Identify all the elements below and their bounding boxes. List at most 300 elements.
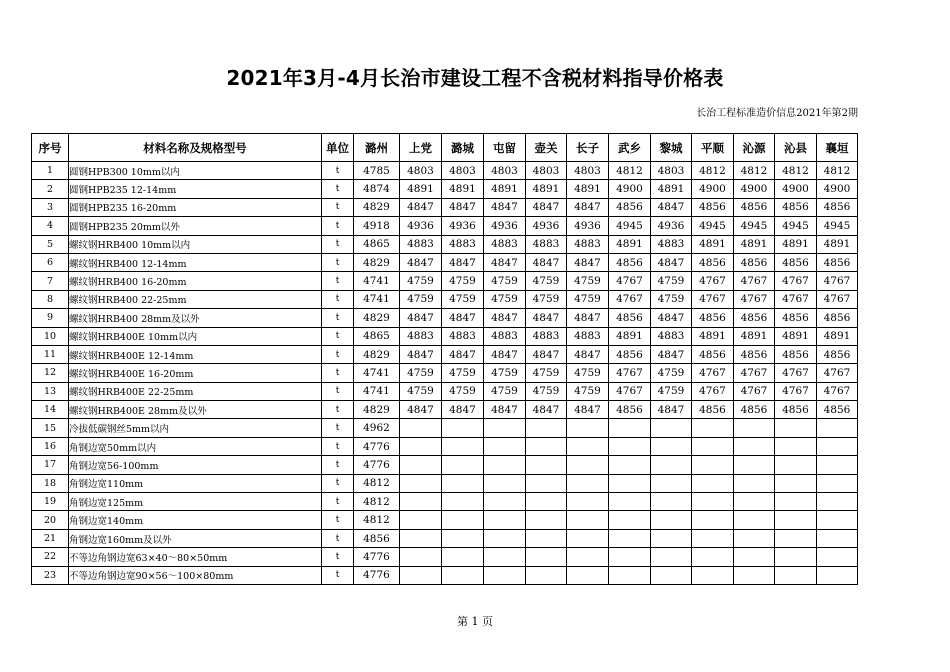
price-cell: 4856 xyxy=(775,401,817,419)
price-cell: 4767 xyxy=(817,364,858,382)
price-cell: 4812 xyxy=(354,511,400,529)
table-row xyxy=(32,529,858,547)
price-cell: 4856 xyxy=(692,309,734,327)
price-cell: 4962 xyxy=(354,419,400,437)
price-cell: 4847 xyxy=(400,309,442,327)
material-name: 螺纹钢HRB400 28mm及以外 xyxy=(69,309,322,327)
price-cell xyxy=(400,529,442,547)
price-cell xyxy=(400,548,442,566)
price-cell: 4812 xyxy=(609,162,651,180)
price-cell: 4776 xyxy=(354,548,400,566)
material-name: 圆钢HPB300 10mm以内 xyxy=(69,162,322,180)
column-header: 黎城 xyxy=(651,134,692,162)
table-row xyxy=(32,474,858,492)
price-cell xyxy=(651,566,692,584)
price-cell xyxy=(817,548,858,566)
unit-cell: t xyxy=(322,309,354,327)
price-cell xyxy=(817,566,858,584)
price-cell: 4812 xyxy=(354,474,400,492)
price-cell: 4883 xyxy=(526,235,567,253)
price-cell xyxy=(734,529,775,547)
price-cell xyxy=(651,493,692,511)
price-cell: 4856 xyxy=(734,253,775,271)
price-cell xyxy=(734,456,775,474)
price-cell: 4785 xyxy=(354,162,400,180)
price-cell: 4847 xyxy=(400,253,442,271)
price-cell xyxy=(775,548,817,566)
material-name: 圆钢HPB235 20mm以外 xyxy=(69,217,322,235)
price-cell: 4891 xyxy=(484,180,526,198)
price-cell: 4936 xyxy=(651,217,692,235)
price-cell: 4759 xyxy=(526,382,567,400)
price-cell: 4891 xyxy=(692,235,734,253)
unit-cell: t xyxy=(322,566,354,584)
price-cell xyxy=(817,474,858,492)
table-body xyxy=(32,162,858,585)
price-cell xyxy=(567,456,609,474)
row-number: 21 xyxy=(32,529,69,547)
price-cell: 4856 xyxy=(775,345,817,363)
table-row xyxy=(32,253,858,271)
price-cell xyxy=(775,437,817,455)
row-number: 12 xyxy=(32,364,69,382)
material-name: 螺纹钢HRB400 10mm以内 xyxy=(69,235,322,253)
unit-cell: t xyxy=(322,345,354,363)
price-cell xyxy=(567,437,609,455)
column-header: 长子 xyxy=(567,134,609,162)
column-header: 序号 xyxy=(32,134,69,162)
issue-subtitle: 长治工程标准造价信息2021年第2期 xyxy=(696,108,858,119)
row-number: 7 xyxy=(32,272,69,290)
price-cell: 4891 xyxy=(442,180,484,198)
material-name: 螺纹钢HRB400 22-25mm xyxy=(69,290,322,308)
table-row xyxy=(32,382,858,400)
price-cell: 4883 xyxy=(442,327,484,345)
price-cell: 4847 xyxy=(442,309,484,327)
unit-cell: t xyxy=(322,290,354,308)
price-cell xyxy=(484,566,526,584)
price-cell xyxy=(526,548,567,566)
unit-cell: t xyxy=(322,272,354,290)
price-cell xyxy=(609,437,651,455)
price-cell xyxy=(692,511,734,529)
unit-cell: t xyxy=(322,364,354,382)
price-cell xyxy=(484,511,526,529)
price-cell: 4900 xyxy=(692,180,734,198)
price-cell: 4847 xyxy=(651,345,692,363)
price-cell: 4767 xyxy=(817,272,858,290)
price-cell: 4767 xyxy=(692,290,734,308)
price-cell xyxy=(651,437,692,455)
price-cell xyxy=(651,456,692,474)
price-cell xyxy=(734,548,775,566)
price-cell: 4847 xyxy=(442,198,484,216)
price-cell xyxy=(526,493,567,511)
material-name: 圆钢HPB235 16-20mm xyxy=(69,198,322,216)
price-cell: 4856 xyxy=(692,345,734,363)
price-cell: 4918 xyxy=(354,217,400,235)
price-cell: 4803 xyxy=(400,162,442,180)
unit-cell: t xyxy=(322,327,354,345)
material-name: 角钢边宽125mm xyxy=(69,493,322,511)
price-cell: 4891 xyxy=(817,327,858,345)
row-number: 4 xyxy=(32,217,69,235)
price-cell xyxy=(692,529,734,547)
price-cell xyxy=(484,548,526,566)
price-cell: 4883 xyxy=(567,235,609,253)
price-cell: 4936 xyxy=(567,217,609,235)
price-cell: 4856 xyxy=(734,401,775,419)
price-cell xyxy=(400,511,442,529)
column-header: 潞城 xyxy=(442,134,484,162)
price-cell: 4856 xyxy=(609,401,651,419)
price-cell: 4759 xyxy=(567,382,609,400)
price-cell: 4856 xyxy=(734,309,775,327)
price-cell xyxy=(526,437,567,455)
unit-cell: t xyxy=(322,162,354,180)
price-cell: 4847 xyxy=(567,401,609,419)
price-cell: 4856 xyxy=(775,253,817,271)
price-cell xyxy=(609,548,651,566)
price-cell: 4847 xyxy=(526,309,567,327)
table-row xyxy=(32,235,858,253)
price-cell: 4812 xyxy=(734,162,775,180)
price-cell: 4759 xyxy=(526,364,567,382)
price-cell: 4847 xyxy=(400,198,442,216)
price-cell xyxy=(692,437,734,455)
unit-cell: t xyxy=(322,198,354,216)
table-row xyxy=(32,345,858,363)
price-cell xyxy=(651,529,692,547)
row-number: 10 xyxy=(32,327,69,345)
material-name: 螺纹钢HRB400E 22-25mm xyxy=(69,382,322,400)
unit-cell: t xyxy=(322,474,354,492)
price-cell: 4759 xyxy=(442,364,484,382)
price-cell: 4759 xyxy=(400,382,442,400)
price-cell: 4856 xyxy=(609,253,651,271)
price-cell: 4945 xyxy=(609,217,651,235)
price-cell: 4936 xyxy=(442,217,484,235)
price-cell: 4767 xyxy=(817,382,858,400)
price-cell: 4847 xyxy=(526,345,567,363)
unit-cell: t xyxy=(322,419,354,437)
price-cell xyxy=(400,474,442,492)
price-cell: 4741 xyxy=(354,290,400,308)
price-cell xyxy=(442,511,484,529)
price-cell xyxy=(400,493,442,511)
unit-cell: t xyxy=(322,235,354,253)
price-cell: 4767 xyxy=(609,290,651,308)
price-cell: 4891 xyxy=(775,235,817,253)
price-cell: 4891 xyxy=(734,235,775,253)
price-cell: 4741 xyxy=(354,272,400,290)
price-cell: 4891 xyxy=(400,180,442,198)
price-cell: 4900 xyxy=(609,180,651,198)
unit-cell: t xyxy=(322,493,354,511)
price-cell xyxy=(609,419,651,437)
table-row xyxy=(32,566,858,584)
unit-cell: t xyxy=(322,217,354,235)
price-cell: 4883 xyxy=(526,327,567,345)
price-cell xyxy=(775,474,817,492)
row-number: 23 xyxy=(32,566,69,584)
price-cell xyxy=(692,548,734,566)
unit-cell: t xyxy=(322,529,354,547)
material-name: 角钢边宽56-100mm xyxy=(69,456,322,474)
price-cell xyxy=(442,437,484,455)
price-cell: 4856 xyxy=(609,345,651,363)
price-cell: 4776 xyxy=(354,456,400,474)
price-cell: 4767 xyxy=(734,290,775,308)
material-name: 角钢边宽110mm xyxy=(69,474,322,492)
price-cell: 4741 xyxy=(354,382,400,400)
price-cell: 4847 xyxy=(484,253,526,271)
price-cell: 4847 xyxy=(484,309,526,327)
price-cell xyxy=(609,566,651,584)
column-header: 平顺 xyxy=(692,134,734,162)
price-cell: 4847 xyxy=(651,198,692,216)
price-cell: 4759 xyxy=(651,364,692,382)
price-cell: 4847 xyxy=(567,198,609,216)
price-cell xyxy=(692,419,734,437)
price-cell xyxy=(775,456,817,474)
price-cell: 4759 xyxy=(651,272,692,290)
price-cell: 4856 xyxy=(817,309,858,327)
row-number: 17 xyxy=(32,456,69,474)
price-cell: 4847 xyxy=(526,253,567,271)
table-row xyxy=(32,364,858,382)
price-cell xyxy=(651,474,692,492)
price-cell xyxy=(567,419,609,437)
price-cell: 4883 xyxy=(484,327,526,345)
price-cell: 4891 xyxy=(734,327,775,345)
table-row xyxy=(32,162,858,180)
row-number: 2 xyxy=(32,180,69,198)
price-cell xyxy=(734,474,775,492)
price-cell xyxy=(567,511,609,529)
column-header: 单位 xyxy=(322,134,354,162)
price-cell: 4856 xyxy=(734,345,775,363)
unit-cell: t xyxy=(322,253,354,271)
price-cell: 4891 xyxy=(609,235,651,253)
price-cell: 4759 xyxy=(651,382,692,400)
price-cell xyxy=(567,529,609,547)
price-cell: 4829 xyxy=(354,198,400,216)
price-cell: 4847 xyxy=(651,253,692,271)
price-cell: 4759 xyxy=(484,364,526,382)
price-cell xyxy=(442,493,484,511)
material-name: 不等边角钢边宽63×40～80×50mm xyxy=(69,548,322,566)
price-cell: 4856 xyxy=(817,198,858,216)
price-cell xyxy=(526,419,567,437)
table-row xyxy=(32,437,858,455)
price-cell xyxy=(442,548,484,566)
price-cell: 4759 xyxy=(400,290,442,308)
price-cell xyxy=(734,511,775,529)
table-row xyxy=(32,548,858,566)
table-row xyxy=(32,511,858,529)
price-cell xyxy=(817,493,858,511)
price-cell xyxy=(526,456,567,474)
price-cell: 4945 xyxy=(734,217,775,235)
price-cell: 4759 xyxy=(526,272,567,290)
price-cell: 4883 xyxy=(484,235,526,253)
unit-cell: t xyxy=(322,456,354,474)
price-cell: 4759 xyxy=(442,290,484,308)
price-cell: 4900 xyxy=(817,180,858,198)
column-header: 屯留 xyxy=(484,134,526,162)
price-cell xyxy=(567,566,609,584)
page-number: 第 1 页 xyxy=(457,615,493,628)
price-cell: 4856 xyxy=(734,198,775,216)
price-cell xyxy=(734,493,775,511)
price-cell: 4767 xyxy=(692,382,734,400)
table-header-row xyxy=(32,134,858,162)
material-name: 冷拔低碳钢丝5mm以内 xyxy=(69,419,322,437)
price-cell: 4847 xyxy=(484,345,526,363)
price-cell: 4891 xyxy=(817,235,858,253)
price-cell xyxy=(817,529,858,547)
price-cell: 4767 xyxy=(609,364,651,382)
price-cell: 4812 xyxy=(817,162,858,180)
price-cell: 4767 xyxy=(775,290,817,308)
column-header: 沁县 xyxy=(775,134,817,162)
column-header: 襄垣 xyxy=(817,134,858,162)
price-cell xyxy=(567,493,609,511)
price-cell xyxy=(442,419,484,437)
column-header: 材料名称及规格型号 xyxy=(69,134,322,162)
material-name: 角钢边宽160mm及以外 xyxy=(69,529,322,547)
price-cell xyxy=(651,511,692,529)
material-name: 角钢边宽50mm以内 xyxy=(69,437,322,455)
price-cell: 4883 xyxy=(651,327,692,345)
row-number: 9 xyxy=(32,309,69,327)
row-number: 13 xyxy=(32,382,69,400)
unit-cell: t xyxy=(322,548,354,566)
price-cell xyxy=(817,511,858,529)
table-row xyxy=(32,290,858,308)
price-cell: 4759 xyxy=(567,272,609,290)
page-title: 2021年3月-4月长治市建设工程不含税材料指导价格表 xyxy=(226,66,724,90)
price-cell: 4847 xyxy=(567,345,609,363)
price-cell: 4847 xyxy=(400,401,442,419)
price-cell: 4847 xyxy=(442,401,484,419)
column-header: 沁源 xyxy=(734,134,775,162)
table-row xyxy=(32,198,858,216)
price-cell: 4767 xyxy=(734,382,775,400)
price-cell xyxy=(775,511,817,529)
price-cell: 4803 xyxy=(567,162,609,180)
column-header: 上党 xyxy=(400,134,442,162)
price-cell xyxy=(609,493,651,511)
price-cell: 4803 xyxy=(442,162,484,180)
row-number: 6 xyxy=(32,253,69,271)
price-cell xyxy=(817,419,858,437)
price-cell xyxy=(442,456,484,474)
price-cell: 4883 xyxy=(400,327,442,345)
price-cell: 4900 xyxy=(775,180,817,198)
price-cell: 4847 xyxy=(651,401,692,419)
row-number: 1 xyxy=(32,162,69,180)
price-cell: 4759 xyxy=(442,272,484,290)
price-cell: 4767 xyxy=(775,272,817,290)
price-cell: 4847 xyxy=(526,401,567,419)
price-cell: 4856 xyxy=(817,253,858,271)
price-cell: 4883 xyxy=(651,235,692,253)
price-cell: 4856 xyxy=(609,198,651,216)
price-cell: 4856 xyxy=(354,529,400,547)
price-cell: 4891 xyxy=(609,327,651,345)
price-cell: 4829 xyxy=(354,345,400,363)
row-number: 15 xyxy=(32,419,69,437)
price-cell: 4829 xyxy=(354,253,400,271)
material-name: 螺纹钢HRB400E 28mm及以外 xyxy=(69,401,322,419)
price-cell xyxy=(609,511,651,529)
price-cell: 4803 xyxy=(526,162,567,180)
price-cell: 4883 xyxy=(567,327,609,345)
price-cell: 4856 xyxy=(692,253,734,271)
price-cell xyxy=(484,474,526,492)
price-cell: 4874 xyxy=(354,180,400,198)
material-name: 不等边角钢边宽90×56～100×80mm xyxy=(69,566,322,584)
table-row xyxy=(32,401,858,419)
price-cell xyxy=(817,437,858,455)
price-cell: 4856 xyxy=(775,198,817,216)
price-cell: 4767 xyxy=(692,364,734,382)
unit-cell: t xyxy=(322,180,354,198)
price-cell: 4891 xyxy=(775,327,817,345)
price-cell: 4865 xyxy=(354,235,400,253)
price-cell xyxy=(526,511,567,529)
price-cell xyxy=(400,419,442,437)
price-cell: 4856 xyxy=(817,345,858,363)
price-cell xyxy=(442,529,484,547)
table-row xyxy=(32,180,858,198)
row-number: 18 xyxy=(32,474,69,492)
price-cell: 4847 xyxy=(442,253,484,271)
row-number: 5 xyxy=(32,235,69,253)
price-cell xyxy=(526,529,567,547)
price-cell xyxy=(526,566,567,584)
table-row xyxy=(32,309,858,327)
table-row xyxy=(32,272,858,290)
price-cell xyxy=(609,456,651,474)
price-cell: 4891 xyxy=(567,180,609,198)
price-cell: 4803 xyxy=(484,162,526,180)
price-cell: 4776 xyxy=(354,566,400,584)
price-cell: 4847 xyxy=(651,309,692,327)
price-cell: 4847 xyxy=(567,309,609,327)
price-cell xyxy=(400,437,442,455)
price-cell: 4856 xyxy=(692,198,734,216)
price-cell: 4936 xyxy=(526,217,567,235)
price-cell: 4767 xyxy=(734,364,775,382)
price-cell: 4856 xyxy=(775,309,817,327)
price-cell: 4847 xyxy=(526,198,567,216)
price-cell: 4767 xyxy=(817,290,858,308)
price-cell: 4767 xyxy=(609,272,651,290)
price-cell: 4847 xyxy=(400,345,442,363)
price-cell: 4847 xyxy=(442,345,484,363)
price-cell: 4741 xyxy=(354,364,400,382)
price-cell xyxy=(734,419,775,437)
material-name: 角钢边宽140mm xyxy=(69,511,322,529)
column-header: 壶关 xyxy=(526,134,567,162)
price-cell: 4865 xyxy=(354,327,400,345)
price-cell xyxy=(609,529,651,547)
price-cell: 4759 xyxy=(651,290,692,308)
row-number: 20 xyxy=(32,511,69,529)
